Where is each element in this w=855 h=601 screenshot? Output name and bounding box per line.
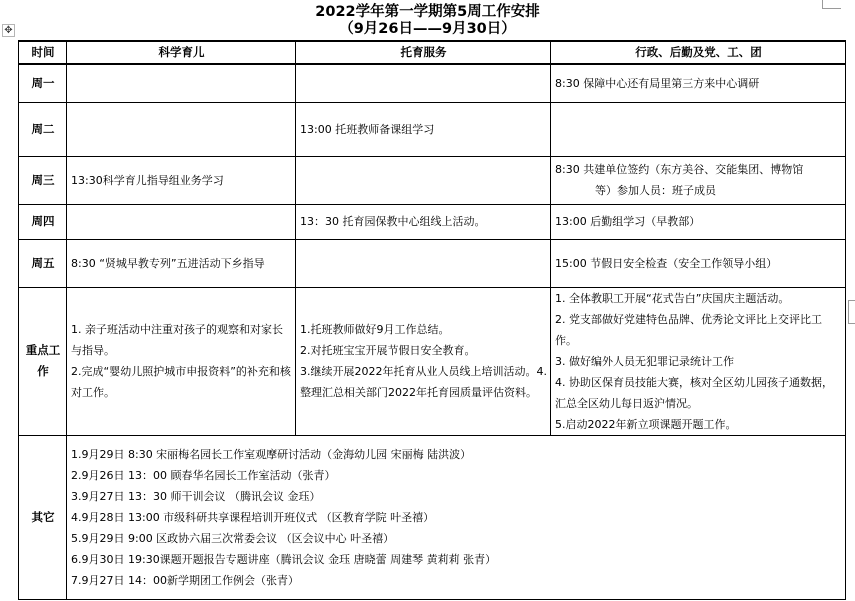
list-item: 2.9月26日 13：00 顾春华名园长工作室活动（张青） — [71, 468, 336, 482]
wednesday-childcare — [296, 156, 551, 204]
row-monday — [19, 64, 846, 102]
friday-science: 8:30 “贤城早教专列”五进活动下乡指导 — [67, 239, 296, 287]
wednesday-admin-line2: 等）参加人员：班子成员 — [595, 184, 716, 197]
header-science: 科学育儿 — [67, 41, 296, 64]
key-work-label: 重点工作 — [19, 287, 67, 435]
other-items — [67, 435, 846, 599]
monday-childcare — [296, 64, 551, 102]
list-item: 1.托班教师做好9月工作总结。 — [300, 323, 450, 336]
list-item: 5.9月29日 9:00 区政协六届三次常委会议 （区会议中心 叶圣禧） — [71, 531, 395, 545]
other-label: 其它 — [19, 435, 67, 599]
day-label: 周一 — [19, 64, 67, 102]
list-item: 3. 做好编外人员无犯罪记录统计工作 — [555, 354, 734, 368]
list-item: 2.对托班宝宝开展节假日安全教育。 — [300, 344, 476, 357]
tuesday-science — [67, 102, 296, 156]
day-label: 周四 — [19, 204, 67, 239]
list-item: 5.启动2022年新立项课题开题工作。 — [555, 417, 737, 431]
key-work-childcare — [296, 287, 551, 435]
friday-admin: 15:00 节假日安全检查（安全工作领导小组） — [551, 239, 846, 287]
list-item: 7.9月27日 14：00新学期团工作例会（张青） — [71, 573, 299, 587]
friday-childcare — [296, 239, 551, 287]
page-subtitle: （9月26日——9月30日） — [339, 21, 516, 37]
table-move-handle-icon[interactable]: ✥ — [2, 24, 15, 37]
key-work-admin — [551, 287, 846, 435]
thursday-science — [67, 204, 296, 239]
list-item: 1.9月29日 8:30 宋丽梅名园长工作室观摩研讨活动（金海幼儿园 宋丽梅 陆洪波） — [71, 447, 472, 461]
list-item: 2.完成“婴幼儿照护城市申报资料”的补充和核对工作。 — [71, 365, 291, 399]
monday-admin: 8:30 保障中心还有局里第三方来中心调研 — [551, 64, 846, 102]
list-item: 1. 亲子班活动中注重对孩子的观察和对家长与指导。 — [71, 323, 283, 357]
list-item: 1. 全体教职工开展“花式告白”庆国庆主题活动。 — [555, 291, 790, 305]
row-wednesday — [19, 156, 846, 204]
thursday-childcare: 13：30 托育园保教中心组线上活动。 — [296, 204, 551, 239]
header-time: 时间 — [19, 41, 67, 64]
day-label: 周五 — [19, 239, 67, 287]
row-other — [19, 435, 846, 599]
header-childcare: 托育服务 — [296, 41, 551, 64]
key-work-science — [67, 287, 296, 435]
header-admin: 行政、后勤及党、工、团 — [551, 41, 846, 64]
tuesday-admin — [551, 102, 846, 156]
row-friday — [19, 239, 846, 287]
wednesday-admin — [551, 156, 846, 204]
list-item: 3.继续开展2022年托育从业人员线上培训活动。4.整理汇总相关部门2022年托育园质量评估资料。 — [300, 365, 547, 399]
row-key-work — [19, 287, 846, 435]
list-item: 4. 协助区保育员技能大赛，核对全区幼儿园孩子通数据，汇总全区幼儿每日返沪情况。 — [555, 375, 833, 410]
schedule-table — [18, 40, 846, 600]
header-row — [19, 41, 846, 64]
list-item: 3.9月27日 13：30 师干训会议 （腾讯会议 金珏） — [71, 489, 321, 503]
day-label: 周二 — [19, 102, 67, 156]
wednesday-admin-line1: 8:30 共建单位签约（东方美谷、交能集团、博物馆 — [555, 163, 804, 176]
page-title: 2022学年第一学期第5周工作安排 — [315, 4, 540, 20]
list-item: 6.9月30日 19:30课题开题报告专题讲座（腾讯会议 金珏 唐晓蕾 周建琴 黄莉莉 张青） — [71, 552, 497, 566]
page-edge-mark — [848, 300, 855, 324]
row-thursday — [19, 204, 846, 239]
thursday-admin: 13:00 后勤组学习（早教部） — [551, 204, 846, 239]
row-tuesday — [19, 102, 846, 156]
tuesday-childcare: 13:00 托班教师备课组学习 — [296, 102, 551, 156]
list-item: 4.9月28日 13:00 市级科研共享课程培训开班仪式 （区教育学院 叶圣禧） — [71, 510, 435, 524]
list-item: 2. 党支部做好党建特色品牌、优秀论文评比上交评比工作。 — [555, 312, 822, 347]
wednesday-science: 13:30科学育儿指导组业务学习 — [67, 156, 296, 204]
monday-science — [67, 64, 296, 102]
day-label: 周三 — [19, 156, 67, 204]
